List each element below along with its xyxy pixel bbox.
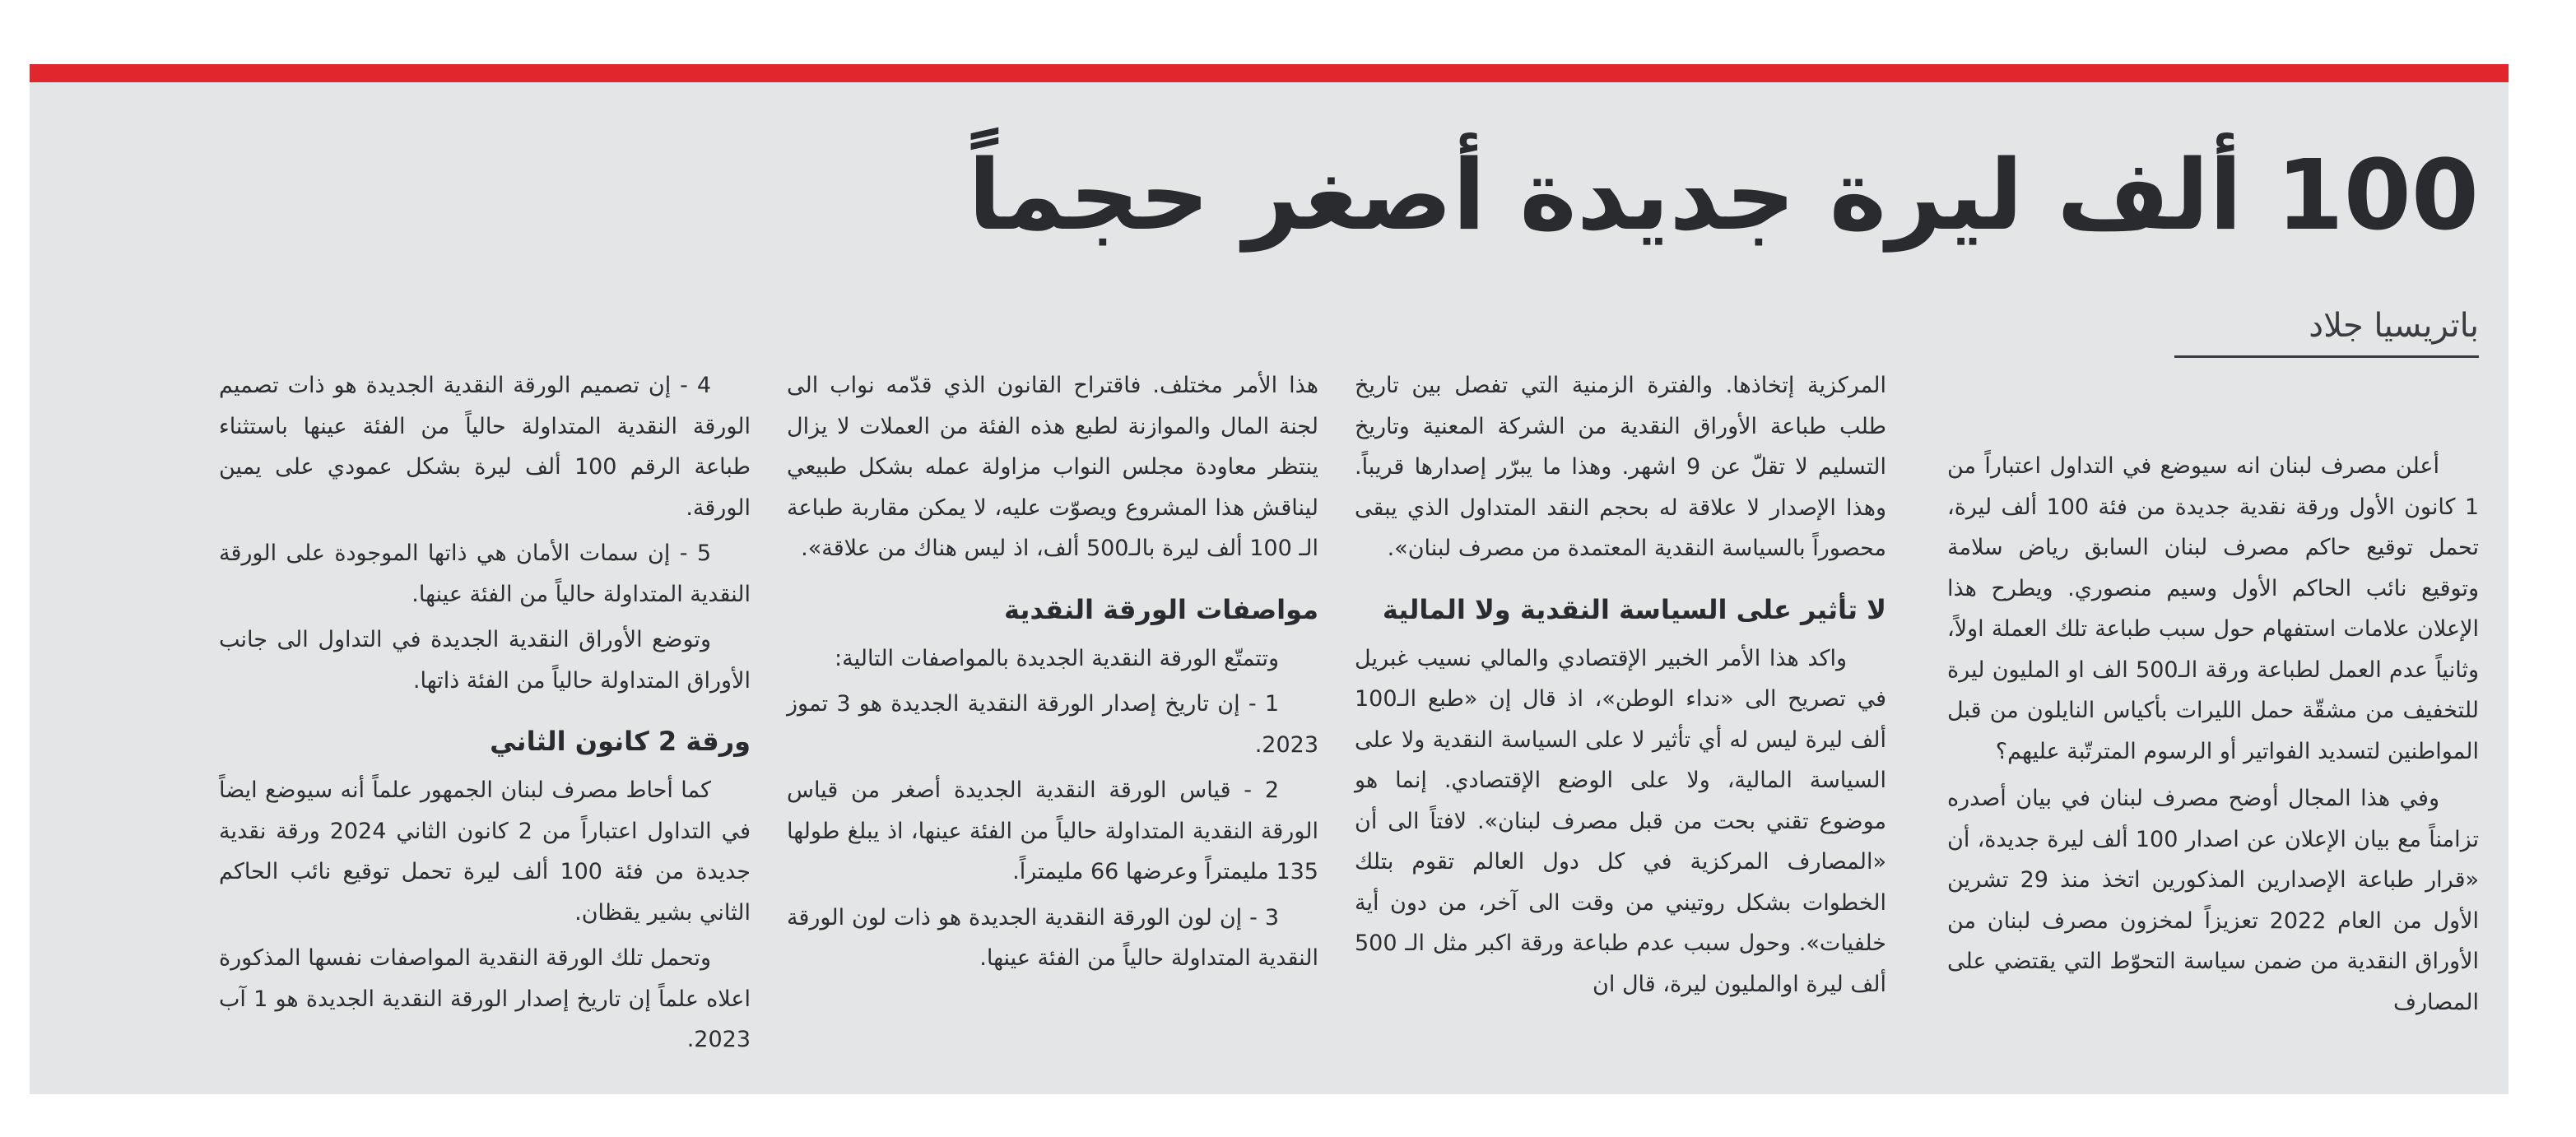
- paragraph: هذا الأمر مختلف. فاقتراح القانون الذي قدّمه نواب الى لجنة المال والموازنة لطبع هذه الفئة من العملات لا يزال ينتظر معاودة مجلس النواب مزاولة عمله بشكل طبيعي ليناقش هذا المشروع ويصوّت عليه، لا يمكن مقاربة طباعة الـ 100 ألف ليرة بالـ500 ألف، اذ ليس هناك من علاقة».: [787, 373, 1318, 561]
- paragraph: وتحمل تلك الورقة النقدية المواصفات نفسها المذكورة اعلاه علماً إن تاريخ إصدار الورقة النقدية الجديدة هو 1 آب 2023.: [219, 945, 751, 1052]
- article-column-4: [219, 365, 751, 1060]
- article-column-1: [1947, 446, 2479, 1023]
- paragraph: أعلن مصرف لبنان انه سيوضع في التداول اعتباراً من 1 كانون الأول ورقة نقدية جديدة من فئة 100 ألف ليرة، تحمل توقيع حاكم مصرف لبنان السابق رياض سلامة وتوقيع نائب الحاكم الأول وسيم منصوري. ويطرح هذا الإعلان علامات استفهام حول سبب طباعة تلك العملة اولاً، وثانياً عدم العمل لطباعة ورقة الـ500 الف او المليون ليرة للتخفيف من مشقّة حمل الليرات بأكياس النايلون من قبل المواطنين لتسديد الفواتير أو الرسوم المترتّبة عليهم؟: [1947, 453, 2480, 764]
- article-column-2: [1355, 365, 1886, 1005]
- paragraph: المركزية إتخاذها. والفترة الزمنية التي تفصل بين تاريخ طلب طباعة الأوراق النقدية من الشركة المعنية وتاريخ التسليم لا تقلّ عن 9 اشهر. وهذا ما يبرّر إصدارها قريباً. وهذا الإصدار لا علاقة له بحجم النقد المتداول الذي يبقى محصوراً بالسياسة النقدية المعتمدة من مصرف لبنان».: [1355, 373, 1886, 561]
- paragraph: وتوضع الأوراق النقدية الجديدة في التداول الى جانب الأوراق المتداولة حالياً من الفئة ذاتها.: [219, 627, 751, 694]
- section-heading: لا تأثير على السياسة النقدية ولا المالية: [1382, 593, 1886, 625]
- list-item: 1 - إن تاريخ إصدار الورقة النقدية الجديدة هو 3 تموز 2023.: [787, 691, 1318, 758]
- section-heading: ورقة 2 كانون الثاني: [490, 726, 751, 757]
- author-byline: باتريسيا جلاد: [2174, 301, 2479, 358]
- list-item: 3 - إن لون الورقة النقدية الجديدة هو ذات لون الورقة النقدية المتداولة حالياً من الفئة عينها.: [787, 904, 1318, 971]
- paragraph: وفي هذا المجال أوضح مصرف لبنان في بيان أصدره تزامناً مع بيان الإعلان عن اصدار 100 ألف ليرة جديدة، أن «قرار طباعة الإصدارين المذكورين اتخذ منذ 29 تشرين الأول من العام 2022 تعزيزاً لمخزون مصرف لبنان من الأوراق النقدية من ضمن سياسة التحوّط التي يقتضي على المصارف: [1947, 786, 2480, 1015]
- list-item: 4 - إن تصميم الورقة النقدية الجديدة هو ذات تصميم الورقة النقدية المتداولة حالياً من الفئة عينها باستثناء طباعة الرقم 100 ألف ليرة بشكل عمودي على يمين الورقة.: [219, 373, 751, 521]
- article-column-3: [787, 365, 1318, 979]
- paragraph: واكد هذا الأمر الخبير الإقتصادي والمالي نسيب غبريل في تصريح الى «نداء الوطن»، اذ قال إن «طبع الـ100 ألف ليرة ليس له أي تأثير لا على السياسة النقدية ولا على السياسة المالية، ولا على الوضع الإقتصادي. إنما هو موضوع تقني بحت من قبل مصرف لبنان». لافتاً الى أن «المصارف المركزية في كل دول العالم تقوم بتلك الخطوات بشكل روتيني من وقت الى آخر، من دون أية خلفيات». وحول سبب عدم طباعة ورقة اكبر مثل الـ 500 ألف ليرة اوالمليون ليرة، قال ان: [1355, 645, 1886, 997]
- paragraph: كما أحاط مصرف لبنان الجمهور علماً أنه سيوضع ايضاً في التداول اعتباراً من 2 كانون الثاني 2024 ورقة نقدية جديدة من فئة 100 ألف ليرة تحمل توقيع نائب الحاكم الثاني بشير يقظان.: [219, 777, 751, 926]
- article-panel: [30, 64, 2509, 1094]
- list-item: 2 - قياس الورقة النقدية الجديدة أصغر من قياس الورقة النقدية المتداولة حالياً من الفئة عينها، اذ يبلغ طولها 135 مليمتراً وعرضها 66 مليمتراً.: [787, 777, 1318, 884]
- list-item: 5 - إن سمات الأمان هي ذاتها الموجودة على الورقة النقدية المتداولة حالياً من الفئة عينها.: [219, 541, 751, 607]
- section-heading: مواصفات الورقة النقدية: [1003, 593, 1318, 625]
- article-headline: 100 ألف ليرة جديدة أصغر حجماً: [968, 138, 2479, 252]
- paragraph: وتتمتّع الورقة النقدية الجديدة بالمواصفات التالية:: [835, 645, 1279, 671]
- accent-bar: [30, 64, 2509, 82]
